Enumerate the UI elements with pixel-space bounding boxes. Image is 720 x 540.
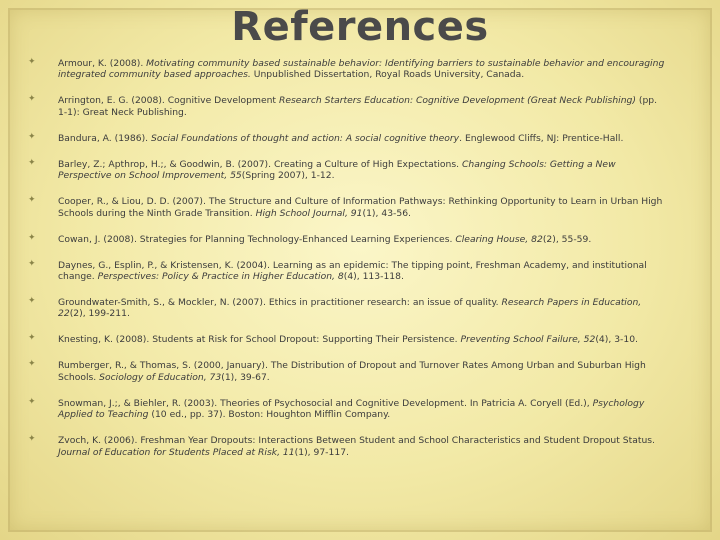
reference-item (28, 131, 668, 144)
reference-text: (4), 3-10. (595, 334, 638, 346)
reference-item (28, 157, 668, 182)
reference-item (28, 396, 668, 421)
reference-text: (1), 39-67. (221, 371, 270, 383)
bullet-icon: ✦ (28, 195, 36, 206)
reference-italic-text: Changing Schools: Getting a New Perspective on School Improvement, 55 (58, 158, 616, 182)
reference-text: (2), 55-59. (542, 233, 592, 245)
bullet-icon: ✦ (28, 359, 36, 370)
slide-title: References (231, 4, 489, 50)
reference-text: Bandura, A. (1986). (58, 132, 152, 144)
reference-text: Groundwater-Smith, S., & Mockler, N. (2007). Ethics in practitioner research: an issue of quality. (58, 297, 502, 309)
reference-text: (10 ed., pp. 37). Boston: Houghton Mifflin Company. (148, 409, 391, 421)
reference-text: Barley, Z.; Apthrop, H.;, & Goodwin, B. (2007). Creating a Culture of High Expectations. (58, 158, 462, 170)
reference-item (28, 258, 668, 283)
reference-italic-text: Perspectives: Policy & Practice in Higher Education, 8 (97, 271, 344, 283)
reference-item (28, 195, 668, 219)
reference-item (28, 359, 668, 383)
reference-text: Daynes, G., Esplin, P., & Kristensen, K. (2004). Learning as an epidemic: The tipping point, Freshman Academy, and institutional change. (58, 259, 647, 283)
reference-item (28, 94, 668, 118)
reference-item (28, 434, 668, 458)
bullet-icon: ✦ (28, 296, 36, 307)
reference-text: Arrington, E. G. (2008). Cognitive Development (58, 95, 279, 107)
reference-italic-text: Motivating community based sustainable behavior: Identifying barriers to sustainable behavior and encouraging integrated community based approaches. (58, 58, 665, 81)
reference-italic-text: Sociology of Education, 73 (99, 371, 222, 383)
reference-text: (1), 43-56. (362, 207, 411, 219)
reference-italic-text: Research Papers in Education, 22 (58, 297, 642, 320)
reference-text: Unpublished Dissertation, Royal Roads University, Canada. (250, 69, 525, 81)
bullet-icon: ✦ (28, 131, 36, 142)
reference-text: Zvoch, K. (2006). Freshman Year Dropouts: Interactions Between Student and School Characteristics and Student Dropout Status. (58, 435, 655, 447)
reference-italic-text: Social Foundations of thought and action: A social cognitive theory (151, 132, 460, 144)
bullet-icon: ✦ (28, 333, 36, 344)
reference-italic-text: Research Starters Education: Cognitive Development (Great Neck Publishing) (278, 95, 636, 107)
bullet-icon: ✦ (28, 258, 36, 269)
bullet-icon: ✦ (28, 157, 36, 168)
reference-item (28, 333, 668, 346)
reference-text: (4), 113-118. (343, 271, 404, 283)
reference-text: Snowman, J.;, & Biehler, R. (2003). Theories of Psychosocial and Cognitive Development. In Patricia A. Coryell (Ed.), (58, 397, 593, 409)
reference-text: (pp. 1-1): Great Neck Publishing. (58, 95, 658, 118)
reference-text: (Spring 2007), 1-12. (241, 170, 335, 182)
bullet-icon: ✦ (28, 232, 36, 243)
reference-italic-text: Clearing House, 82 (455, 233, 543, 245)
reference-text: Rumberger, R., & Thomas, S. (2000, January). The Distribution of Dropout and Turnover Rates Among Urban and Suburban High Schools. (58, 360, 646, 383)
reference-text: Cooper, R., & Liou, D. D. (2007). The Structure and Culture of Information Pathways: Rethinking Opportunity to Learn in Urban High Schools during the Ninth Grade Transition. (58, 196, 663, 219)
bullet-icon: ✦ (28, 434, 36, 445)
reference-text: . Englewood Cliffs, NJ: Prentice-Hall. (459, 132, 624, 144)
reference-italic-text: Preventing School Failure, 52 (460, 334, 596, 346)
reference-text: (1), 97-117. (294, 446, 349, 458)
reference-italic-text: Journal of Education for Students Placed at Risk, 11 (58, 446, 295, 458)
reference-italic-text: Psychology Applied to Teaching (58, 397, 645, 421)
reference-list (28, 57, 668, 473)
bullet-icon: ✦ (28, 94, 36, 105)
reference-item (28, 296, 668, 320)
reference-text: Knesting, K. (2008). Students at Risk for School Dropout: Supporting Their Persistence. (58, 334, 461, 346)
bullet-icon: ✦ (28, 57, 36, 67)
reference-item (28, 57, 668, 81)
reference-item (28, 232, 668, 245)
reference-italic-text: High School Journal, 91 (255, 207, 363, 219)
bullet-icon: ✦ (28, 396, 36, 407)
reference-text: Armour, K. (2008). (58, 58, 147, 69)
reference-text: (2), 199-211. (69, 308, 130, 320)
reference-text: Cowan, J. (2008). Strategies for Planning Technology-Enhanced Learning Experiences. (58, 233, 456, 245)
